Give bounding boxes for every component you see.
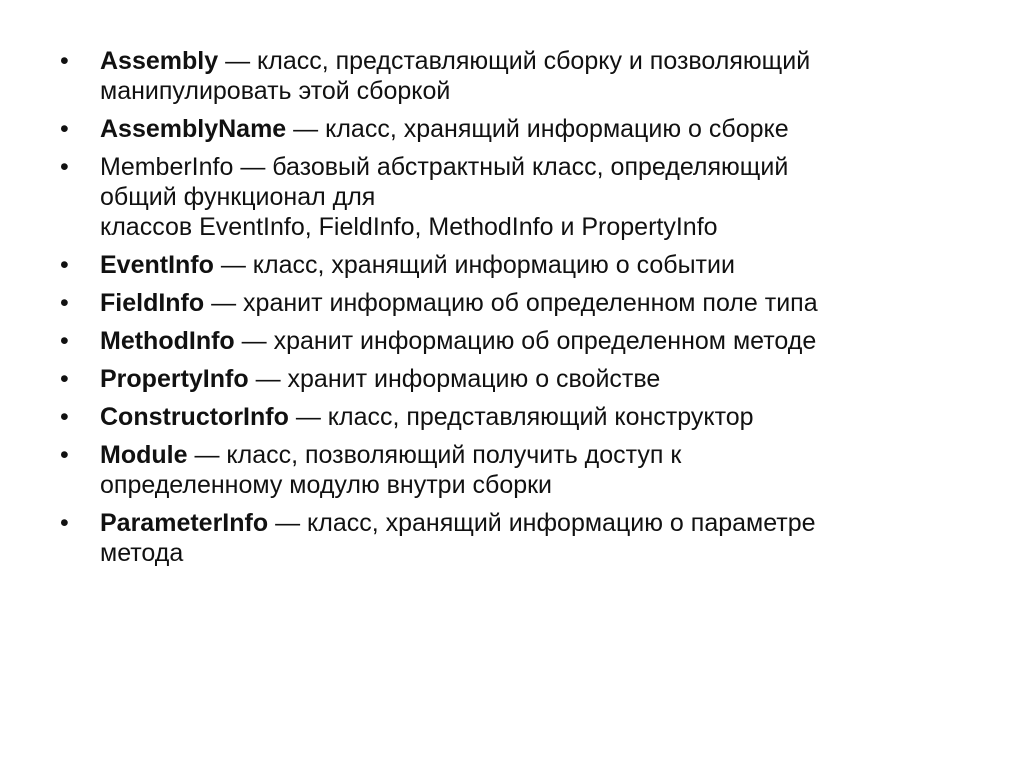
item-line — [100, 326, 950, 356]
item-description: — хранит информацию об определенном поле типа — [204, 289, 818, 317]
item-term: MethodInfo — [100, 327, 235, 355]
item-term: ParameterInfo — [100, 509, 269, 537]
bullet-dot: • — [60, 251, 69, 279]
item-description: — класс, хранящий информацию о сборке — [286, 115, 789, 143]
item-continuation: манипулировать этой сборкой — [100, 77, 451, 105]
item-description: — класс, представляющий конструктор — [288, 403, 754, 431]
item-continuation: метода — [100, 539, 184, 567]
bullet-dot: • — [60, 441, 69, 469]
item-description: MemberInfo — базовый абстрактный класс, определяющий — [100, 153, 789, 181]
item-term: Module — [100, 441, 188, 469]
item-line — [100, 402, 950, 432]
item-description: — класс, представляющий сборку и позволяющий — [218, 47, 811, 75]
item-line — [100, 364, 950, 394]
list-item-eventinfo — [60, 250, 950, 280]
item-description: — хранит информацию об определенном методе — [234, 327, 817, 355]
bullet-dot: • — [60, 289, 69, 317]
item-term: AssemblyName — [100, 115, 287, 143]
bullet-dot: • — [60, 365, 69, 393]
item-continuation: определенному модулю внутри сборки — [100, 471, 553, 499]
list-item-constructorinfo — [60, 402, 950, 432]
item-description: — хранит информацию о свойстве — [248, 365, 661, 393]
item-line — [100, 508, 950, 538]
item-term: EventInfo — [100, 251, 214, 279]
item-description: — класс, хранящий информацию о событии — [213, 251, 735, 279]
item-term: PropertyInfo — [100, 365, 249, 393]
item-description: — класс, хранящий информацию о параметре — [268, 509, 816, 537]
list-item-methodinfo — [60, 326, 950, 356]
list-item-parameterinfo — [60, 508, 950, 568]
item-line — [100, 152, 950, 182]
list-item-propertyinfo — [60, 364, 950, 394]
item-line — [100, 114, 950, 144]
bullet-dot: • — [60, 509, 69, 537]
item-continuation: общий функционал для — [100, 183, 376, 211]
list-item-module — [60, 440, 950, 500]
item-line — [100, 46, 950, 76]
bullet-dot: • — [60, 403, 69, 431]
list-item-memberinfo — [60, 152, 950, 242]
item-term: FieldInfo — [100, 289, 205, 317]
item-term: ConstructorInfo — [100, 403, 289, 431]
list-item-assemblyname — [60, 114, 950, 144]
bullet-dot: • — [60, 153, 69, 181]
item-line — [100, 250, 950, 280]
item-term: Assembly — [100, 47, 219, 75]
bullet-list — [60, 46, 950, 576]
list-item-assembly — [60, 46, 950, 106]
item-continuation: классов EventInfo, FieldInfo, MethodInfo и PropertyInfo — [100, 213, 718, 241]
item-line — [100, 288, 950, 318]
item-description: — класс, позволяющий получить доступ к — [187, 441, 682, 469]
bullet-dot: • — [60, 47, 69, 75]
bullet-dot: • — [60, 115, 69, 143]
list-item-fieldinfo — [60, 288, 950, 318]
bullet-dot: • — [60, 327, 69, 355]
item-line — [100, 440, 950, 470]
